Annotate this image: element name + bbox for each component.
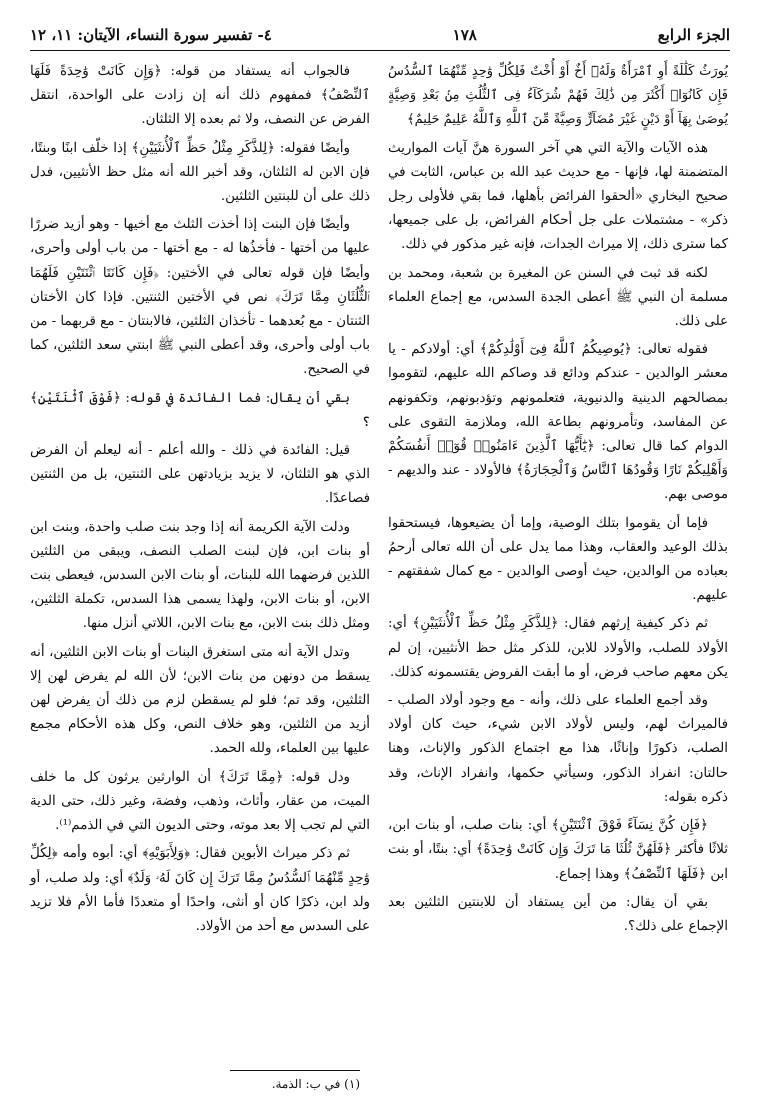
paragraph: ﴿فَإِن كُنَّ نِسَآءً فَوْقَ ٱثْنَتَيْنِ﴾ أي: بنات صلب، أو بنات ابن، ثلاثًا فأكثر ﴿فَلَهُنَّ ثُلُثَا مَا تَرَكَ وَإِن كَانَتْ وَٰحِدَةً﴾ أي: بنتًا، أو بنت ابن ﴿فَلَهَا ٱلنِّصْفُ﴾ وهذا إجماع.	[388, 818, 728, 882]
paragraph: فإما أن يقوموا بتلك الوصية، وإما أن يضيعوها، فيستحقوا بذلك الوعيد والعقاب، وهذا مما يدل على أن الله تعالى أرحمُ بعباده من الوالدين، حيث أوصى الوالدين - مع كمال شفقتهم - عليهم.	[388, 515, 728, 604]
footnote-rule	[230, 1070, 360, 1071]
paragraph: قيل: الفائدة في ذلك - والله أعلم - أنه ليعلم أن الفرض الذي هو الثلثان، لا يزيد بزيادتهن على الثنتين، بل من الثنتين فصاعدًا.	[30, 443, 370, 507]
paragraph: فالجواب أنه يستفاد من قوله: ﴿وَإِن كَانَتْ وَٰحِدَةً فَلَهَا ٱلنِّصْفُ﴾ فمفهوم ذلك أنه إن زادت على الواحدة، انتقل الفرض عن النصف، ولا ثم بعده إلا الثلثان.	[30, 64, 370, 128]
page-header	[30, 22, 730, 48]
header-rule	[30, 50, 730, 51]
paragraph: وأيضًا فقوله: ﴿لِلذَّكَرِ مِثْلُ حَظِّ ٱلْأُنثَيَيْنِ﴾ إذا خلّف ابنًا وبنتًا، فإن الابن له الثلثان، وقد أخبر الله أنه مثل حظ الأنثيين، فدل ذلك على أن للبنتين الثلثين.	[30, 140, 370, 205]
paragraph: بقي أن يقال: فما الفائدة في قوله: ﴿فَوْقَ ٱثْنَتَيْنِ﴾ ؟	[30, 390, 370, 430]
paragraph: بقي أن يقال: من أين يستفاد أن للابنتين الثلثين بعد الإجماع على ذلك؟.	[388, 894, 728, 934]
paragraph: لكنه قد ثبت في السنن عن المغيرة بن شعبة، ومحمد بن مسلمة أن النبي ﷺ أعطى الجدة السدس، مع إجماع العلماء على ذلك.	[388, 265, 728, 330]
paragraph: ثم ذكر كيفية إرثهم فقال: ﴿لِلذَّكَرِ مِثْلُ حَظِّ ٱلْأُنثَيَيْنِ﴾ أي: الأولاد للصلب، والأولاد للابن، للذكر مثل حظ الأنثيين، إن لم يكن معهم صاحب فرض، أو ما أبقت الفروض يقتسمونه كذلك.	[388, 616, 728, 680]
paragraph: ودل قوله: ﴿مِمَّا تَرَكَ﴾ أن الوارثين يرثون كل ما خلف الميت، من عقار، وأثاث، وذهب، وفضة، وغير ذلك، حتى الدية التي لم تجب إلا بعد موته، وحتى الديون التي في الذمم⁽¹⁾.	[30, 769, 370, 834]
paragraph: وتدل الآية أنه متى استغرق البنات أو بنات الابن الثلثين، أنه يسقط من دونهن من بنات الابن؛ لأن الله لم يفرض لهن إلا الثلثين، وقد تم؛ فلو لم يسقطن لزم من ذلك أن يفرض لهن أزيد من الثلثين، وهو خلاف النص، وكل هذه الأحكام مجمع عليها بين العلماء، ولله الحمد.	[30, 644, 370, 757]
footnote: (١) في ب: الذمة.	[271, 1077, 360, 1091]
paragraph: ثم ذكر ميراث الأبوين فقال: ﴿وَلِأَبَوَيْهِ﴾ أي: أبوه وأمه ﴿لِكُلِّ وَٰحِدٍ مِّنْهُمَا ٱلسُّدُسُ مِمَّا تَرَكَ إِن كَانَ لَهُۥ وَلَدٌ﴾ أي: ولد صلب، أو ولد ابن، ذكرًا كان أو أنثى، واحدًا أو متعددًا فأما الأم فلا تزيد على السدس مع أحد من الأولاد.	[30, 846, 370, 934]
running-title: ٤- تفسير سورة النساء، الآيتان: ١١، ١٢	[30, 26, 272, 44]
page-number: ١٧٨	[452, 26, 477, 44]
paragraph: يُورَثُ كَلَٰلَةً أَوِ ٱمْرَأَةٌ وَلَهُۥٓ أَخٌ أَوْ أُخْتٌ فَلِكُلِّ وَٰحِدٍ مِّنْهُمَا ٱلسُّدُسُ فَإِن كَانُوٓا۟ أَكْثَرَ مِن ذَٰلِكَ فَهُمْ شُرَكَآءُ فِى ٱلثُّلُثِ مِنۢ بَعْدِ وَصِيَّةٍ يُوصَىٰ بِهَآ أَوْ دَيْنٍ غَيْرَ مُضَآرٍّ وَصِيَّةً مِّنَ ٱللَّهِ وَٱللَّهُ عَلِيمٌ حَلِيمٌ﴾	[388, 64, 728, 128]
paragraph: وأيضًا فإن البنت إذا أخذت الثلث مع أخيها - وهو أزيد ضررًا عليها من أختها - فأخذُها له - مع أختها - من باب أولى وأحرى، وأيضًا فإن قوله تعالى في الأختين: ﴿فَإِن كَانَتَا ٱثْنَتَيْنِ فَلَهُمَا ٱلثُّلُثَانِ مِمَّا تَرَكَ﴾ نص في الأختين الثنتين. فإذا كان الأختان الثنتان - مع بُعدهما - تأخذان الثلثين، فالابنتان - مع قربهما - من باب أولى وأحرى، وقد أعطى النبي ﷺ ابنتي سعد الثلثين، كما في الصحيح.	[30, 217, 370, 378]
paragraph: ودلت الآية الكريمة أنه إذا وجد بنت صلب واحدة، وبنت ابن أو بنات ابن، فإن لبنت الصلب النصف، ويبقى من الثلثين اللذين فرضهما الله للبنات، أو بنات الابن السدس، فيعطى بنت الابن، أو بنات الابن، ولهذا يسمى هذا السدس، تكملة الثلثين، ومثل ذلك بنت الابن، مع بنات الابن، اللاتي أنزل منها.	[30, 519, 370, 632]
paragraph: فقوله تعالى: ﴿يُوصِيكُمُ ٱللَّهُ فِىٓ أَوْلَٰدِكُمْ﴾ أي: أولادكم - يا معشر الوالدين - عندكم ودائع قد وصاكم الله عليهم، لتقوموا بمصالحهم الدينية والدنيوية، فتعلمونهم وتؤدبونهم، وتكفونهم عن المفاسد، وتأمرونهم بطاعة الله، وملازمة التقوى على الدوام كما قال تعالى: ﴿يَٰٓأَيُّهَا ٱلَّذِينَ ءَامَنُوا۟ قُوٓا۟ أَنفُسَكُمْ وَأَهْلِيكُمْ نَارًا وَقُودُهَا ٱلنَّاسُ وَٱلْحِجَارَةُ﴾ فالأولاد - عند والديهم - موصى بهم.	[388, 342, 728, 503]
paragraph: وقد أجمع العلماء على ذلك، وأنه - مع وجود أولاد الصلب - فالميراث لهم، وليس لأولاد الابن شيء، حيث كان أولاد الصلب، ذكورًا وإناثًا، هذا مع اجتماع الذكور والإناث، وهنا حالتان: انفراد الذكور، وسيأتي حكمها، وانفراد الإناث، وقد ذكره بقوله:	[388, 693, 728, 805]
right-column	[388, 60, 728, 943]
left-column	[30, 60, 370, 943]
section-label: الجزء الرابع	[657, 26, 730, 44]
paragraph: هذه الآيات والآية التي هي آخر السورة هنَّ آيات المواريث المتضمنة لها، فإنها - مع حديث عبد الله بن عباس، الثابت في صحيح البخاري «ألحقوا الفرائض بأهلها، فما بقي فلأولى رجل ذكر» - مشتملات على جل أحكام الفرائض، بل على جميعها، كما سترى ذلك، إلا ميراث الجدات، فإنه غير مذكور في ذلك.	[388, 140, 728, 253]
